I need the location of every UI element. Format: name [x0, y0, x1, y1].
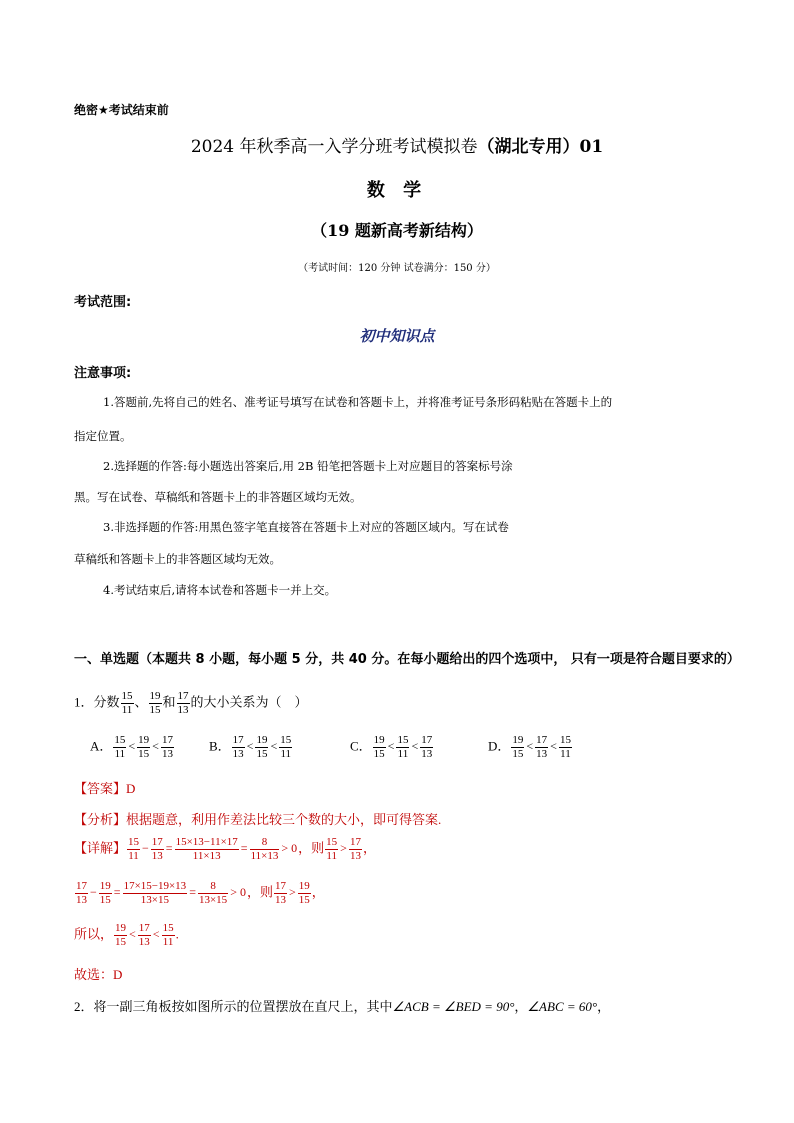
line-end: ，: [311, 884, 325, 900]
fraction-numerator: 17: [177, 690, 189, 702]
fraction-numerator: 19: [115, 922, 127, 934]
less-than-sign: <: [246, 739, 254, 754]
equals-sign: =: [113, 885, 121, 900]
detail-tag: 【详解】: [74, 840, 127, 856]
fraction-numerator: 19: [512, 734, 524, 746]
exam-title: [0, 132, 794, 157]
fraction-denominator: 13: [161, 748, 173, 760]
scope-label: 考试范围:: [74, 295, 132, 310]
equals-sign: =: [165, 841, 173, 856]
option-label: C．: [350, 738, 372, 754]
fraction-denominator: 11: [128, 850, 139, 862]
notice-line-7: 4.考试结束后,请将本试卷和答题卡一并上交。: [103, 583, 337, 597]
fraction: [137, 734, 150, 761]
greater-than-zero: > 0: [230, 885, 246, 900]
option-b[interactable]: [209, 734, 293, 761]
fraction: [420, 734, 433, 761]
fraction-denominator: 11: [560, 748, 571, 760]
answer-value: D: [126, 781, 136, 796]
exam-title-main: 2024 年秋季高一入学分班考试模拟卷: [190, 137, 478, 157]
q1-separator: 、: [134, 694, 148, 710]
fraction-denominator: 11: [162, 936, 174, 948]
fraction: [373, 734, 386, 761]
fraction-numerator: 15: [114, 734, 126, 746]
fraction-numerator: 17: [76, 880, 87, 892]
fraction-denominator: 13: [177, 704, 189, 716]
less-than-sign: <: [152, 739, 159, 754]
fraction: [511, 734, 524, 761]
fraction-denominator: 11: [121, 704, 133, 716]
notice-line-6: 草稿纸和答题卡上的非答题区域均无效。: [74, 552, 281, 566]
option-label: A．: [90, 738, 113, 754]
fraction-numerator: 15: [162, 922, 174, 934]
fraction: [113, 734, 126, 761]
less-than-sign: <: [526, 739, 534, 754]
fraction-denominator: 15: [99, 894, 111, 906]
fraction: [298, 880, 311, 907]
fraction-denominator: 13: [536, 748, 548, 760]
fraction-denominator: 11: [280, 748, 292, 760]
fraction: [127, 836, 140, 863]
fraction-denominator: 13: [274, 894, 286, 906]
q1-separator: 和: [162, 694, 176, 710]
fraction-denominator: 13: [76, 894, 87, 906]
subject-title: 数 学: [366, 180, 428, 201]
fraction-denominator: 15: [149, 704, 161, 716]
scope-value: 初中知识点: [359, 327, 435, 345]
fraction-numerator: 17: [161, 734, 173, 746]
fraction: [175, 836, 239, 863]
fraction-denominator: 15: [138, 748, 150, 760]
less-than-sign: <: [129, 927, 136, 942]
equals-sign: =: [240, 841, 248, 856]
fraction: [149, 690, 162, 717]
then-text: ，则: [298, 840, 325, 856]
question-1-stem: [74, 690, 308, 717]
fraction: [99, 880, 112, 907]
fraction-numerator: 15: [397, 734, 409, 746]
minus-sign: −: [142, 841, 149, 856]
exam-title-region: （湖北专用）01: [477, 137, 604, 157]
less-than-sign: <: [387, 739, 395, 754]
fraction-numerator: 19: [298, 880, 310, 892]
fraction-numerator: 19: [256, 734, 268, 746]
fraction: [535, 734, 548, 761]
fraction: [255, 734, 268, 761]
fraction-denominator: 13: [421, 748, 433, 760]
answer-line: [74, 778, 135, 797]
section-heading: 一、单选题（本题共 8 小题，每小题 5 分，共 40 分。在每小题给出的四个选项中， 只有一项是符合题目要求的）: [74, 652, 740, 667]
fraction-numerator: 17×15−19×13: [123, 880, 187, 892]
fraction-denominator: 13: [232, 748, 244, 760]
fraction: [396, 734, 409, 761]
option-a[interactable]: [90, 734, 175, 761]
greater-than-zero: > 0: [281, 841, 298, 856]
fraction: [198, 880, 228, 907]
conclusion-prefix: 所以，: [74, 926, 114, 942]
fraction: [325, 836, 338, 863]
less-than-sign: <: [270, 739, 278, 754]
choice-line: 故选：D: [74, 967, 123, 982]
fraction: [177, 690, 190, 717]
fraction-numerator: 19: [373, 734, 385, 746]
less-than-sign: <: [411, 739, 419, 754]
exam-info: （考试时间：120 分钟 试卷满分：150 分）: [298, 263, 496, 274]
fraction-denominator: 15: [512, 748, 524, 760]
q2-text: 2．将一副三角板按如图所示的位置摆放在直尺上，其中: [74, 999, 393, 1014]
option-label: D．: [488, 738, 511, 754]
notice-line-2: 指定位置。: [74, 429, 132, 443]
fraction-denominator: 11×13: [192, 850, 221, 862]
fraction-denominator: 11: [114, 748, 126, 760]
fraction-numerator: 17: [536, 734, 548, 746]
confidential-mark: 绝密★考试结束前: [74, 103, 169, 117]
line-end: .: [175, 926, 179, 942]
fraction: [279, 734, 292, 761]
line-end: ，: [597, 999, 611, 1014]
q2-separator: ，: [514, 999, 528, 1014]
notice-line-3: 2.选择题的作答:每小题选出答案后,用 2B 铅笔把答题卡上对应题目的答案标号涂: [103, 459, 513, 473]
fraction: [274, 880, 287, 907]
fraction-numerator: 17: [421, 734, 433, 746]
option-label: B．: [209, 738, 231, 754]
greater-than-sign: >: [288, 885, 296, 900]
fraction-denominator: 15: [298, 894, 310, 906]
then-text: ，则: [246, 884, 273, 900]
fraction-numerator: 17: [151, 836, 163, 848]
fraction-numerator: 8: [250, 836, 280, 850]
greater-than-sign: >: [340, 841, 347, 856]
option-c[interactable]: [350, 734, 434, 761]
fraction: [349, 836, 362, 863]
q2-angle-equation: ∠ACB = ∠BED = 90°: [392, 999, 515, 1014]
fraction-denominator: 11: [397, 748, 409, 760]
detail-line-2: [74, 880, 325, 907]
fraction-denominator: 13: [138, 936, 150, 948]
fraction-denominator: 15: [256, 748, 268, 760]
equals-sign: =: [189, 885, 196, 900]
less-than-sign: <: [128, 739, 136, 754]
detail-line-1: [74, 836, 376, 863]
fraction: [138, 922, 151, 949]
fraction: [121, 690, 134, 717]
analysis-text: 根据题意，利用作差法比较三个数的大小，即可得答案.: [126, 812, 442, 827]
analysis-tag: 【分析】: [74, 812, 127, 827]
notice-label: 注意事项:: [74, 366, 132, 381]
fraction-numerator: 8: [198, 880, 228, 894]
notice-line-5: 3.非选择题的作答:用黑色签字笔直接答在答题卡上对应的答题区域内。写在试卷: [103, 520, 509, 534]
fraction-denominator: 11×13: [250, 850, 279, 862]
fraction: [232, 734, 245, 761]
fraction: [75, 880, 88, 907]
minus-sign: −: [90, 885, 97, 900]
fraction-numerator: 15: [559, 734, 571, 746]
fraction-denominator: 13×15: [140, 894, 169, 906]
fraction-numerator: 19: [149, 690, 161, 702]
less-than-sign: <: [152, 927, 160, 942]
less-than-sign: <: [550, 739, 557, 754]
fraction-numerator: 19: [138, 734, 150, 746]
fraction: [162, 922, 175, 949]
fraction-numerator: 15: [121, 690, 133, 702]
fraction: [123, 880, 188, 907]
line-end: ，: [362, 840, 376, 856]
fraction: [161, 734, 174, 761]
fraction-numerator: 15: [280, 734, 292, 746]
analysis-line: [74, 809, 441, 828]
fraction-numerator: 15: [326, 836, 338, 848]
fraction-numerator: 17: [349, 836, 361, 848]
notice-line-4: 黑。写在试卷、草稿纸和答题卡上的非答题区域均无效。: [74, 490, 362, 504]
conclusion-line: [74, 922, 179, 949]
question-2-stem: [74, 996, 610, 1015]
fraction-denominator: 15: [373, 748, 385, 760]
fraction: [559, 734, 572, 761]
fraction-numerator: 17: [138, 922, 150, 934]
fraction-denominator: 13×15: [198, 894, 228, 906]
notice-line-1: 1.答题前,先将自己的姓名、准考证号填写在试卷和答题卡上，并将准考证号条形码粘贴在答题卡上的: [103, 395, 613, 409]
fraction-denominator: 13: [151, 850, 163, 862]
fraction-numerator: 15: [128, 836, 140, 848]
fraction-numerator: 15×13−11×17: [175, 836, 238, 848]
q1-prefix: 1．分数: [74, 694, 120, 710]
fraction-denominator: 11: [326, 850, 337, 862]
fraction: [250, 836, 280, 863]
option-d[interactable]: [488, 734, 573, 761]
fraction-denominator: 13: [349, 850, 361, 862]
fraction-numerator: 19: [99, 880, 111, 892]
fraction: [114, 922, 127, 949]
fraction-numerator: 17: [232, 734, 244, 746]
fraction-denominator: 15: [115, 936, 127, 948]
answer-tag: 【答案】: [74, 781, 127, 796]
fraction: [151, 836, 164, 863]
q2-angle-value: ∠ABC = 60°: [527, 999, 598, 1014]
exam-subtitle: （19 题新高考新结构）: [311, 221, 483, 240]
q1-suffix: 的大小关系为（ ）: [190, 694, 308, 710]
fraction-numerator: 17: [274, 880, 286, 892]
